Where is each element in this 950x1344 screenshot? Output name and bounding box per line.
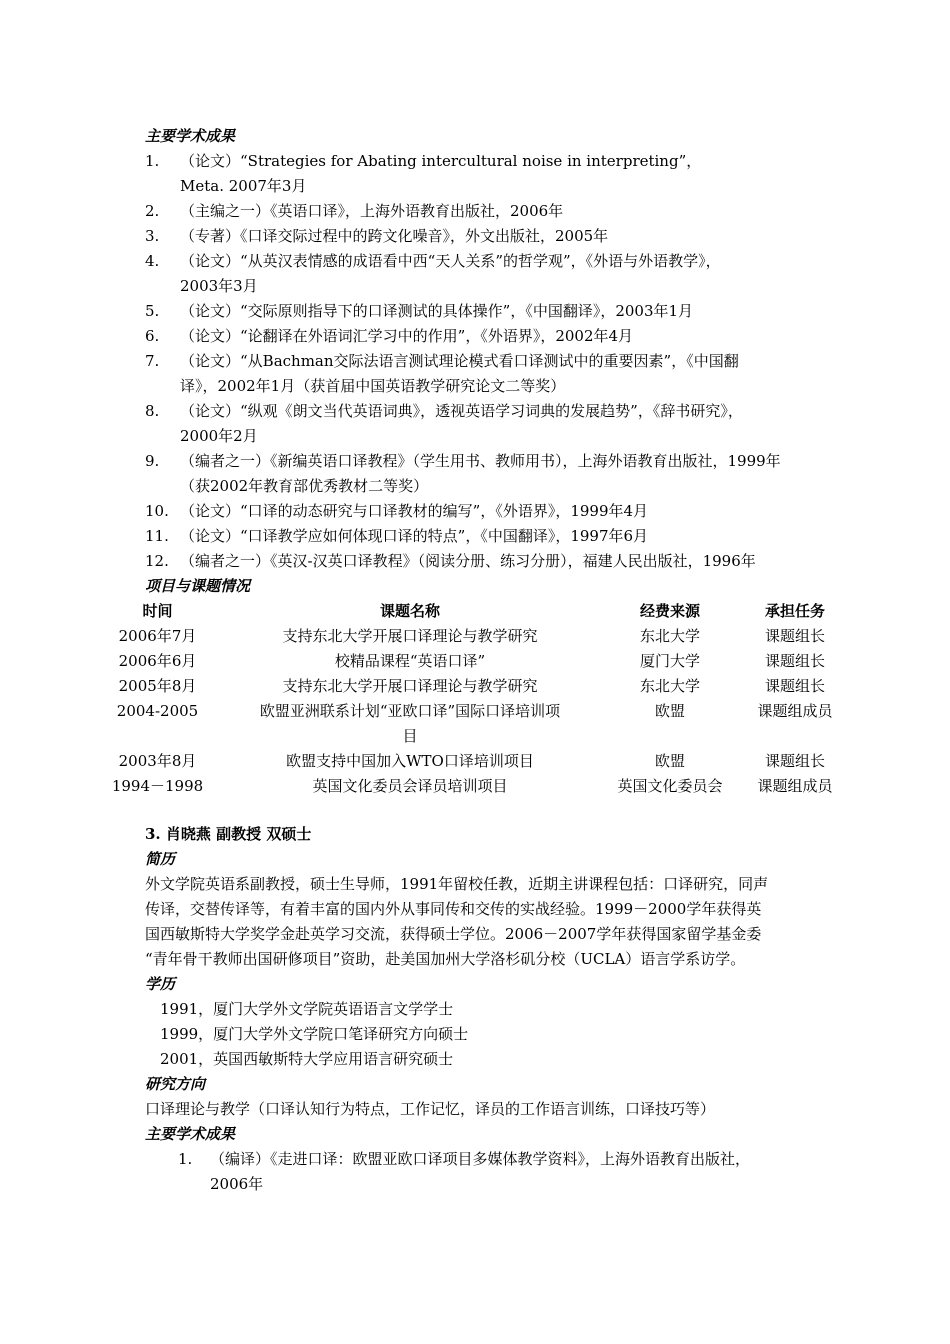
list-item-number: 7. [145,352,160,370]
list-item-number: 11. [145,527,169,545]
list-item-text: （论文）“口译教学应如何体现口译的特点”，《中国翻译》，1997年6月 [180,527,649,545]
table-cell-role: 课题组长 [764,752,825,770]
table-cell-role: 课题组长 [764,627,825,645]
education-heading: 学历 [145,975,176,993]
table-cell-time: 2006年6月 [118,652,197,670]
table-cell-name: 目 [402,727,418,745]
achievements-heading-2: 主要学术成果 [145,1125,236,1143]
list-item-number: 5. [145,302,160,320]
list-item-text: （获2002年教育部优秀教材二等奖） [180,477,429,495]
table-cell-time: 2005年8月 [118,677,197,695]
table-cell-time: 2006年7月 [118,627,197,645]
list-item-text: （专著）《口译交际过程中的跨文化噪音》，外文出版社，2005年 [180,227,609,245]
table-header-name: 课题名称 [379,602,440,620]
table-cell-time: 2003年8月 [118,752,197,770]
table-header-time: 时间 [142,602,173,620]
list-item-number: 1. [145,152,160,170]
research-text: 口译理论与教学（口译认知行为特点，工作记忆，译员的工作语言训练，口译技巧等） [145,1100,716,1118]
list-item-text: （主编之一）《英语口译》，上海外语教育出版社，2006年 [180,202,564,220]
table-cell-role: 课题组成员 [757,777,833,795]
table-cell-source: 欧盟 [654,702,685,720]
list-item-number: 8. [145,402,160,420]
list-item-text: Meta. 2007年3月 [180,177,307,195]
table-cell-time: 1994－1998 [111,777,204,795]
resume-line: 外文学院英语系副教授，硕士生导师，1991年留校任教，近期主讲课程包括：口译研究，同声 [145,875,769,893]
table-header-source: 经费来源 [639,602,700,620]
list-item-text: 2000年2月 [180,427,258,445]
table-cell-source: 欧盟 [654,752,685,770]
list-item-text: （编译）《走进口译：欧盟亚欧口译项目多媒体教学资料》，上海外语教育出版社， [210,1150,751,1168]
list-item-text: 2006年 [210,1175,264,1193]
list-item-number: 2. [145,202,160,220]
list-item-text: （论文）“纵观《朗文当代英语词典》，透视英语学习词典的发展趋势”，《辞书研究》， [180,402,743,420]
table-cell-role: 课题组长 [764,677,825,695]
table-cell-role: 课题组成员 [757,702,833,720]
table-cell-name: 支持东北大学开展口译理论与教学研究 [282,627,538,645]
list-item-number: 12. [145,552,169,570]
list-item-text: （论文）“Strategies for Abating intercultural noise in interpreting”， [180,152,702,170]
table-cell-name: 欧盟亚洲联系计划“亚欧口译”国际口译培训项 [259,702,561,720]
list-item-number: 4. [145,252,160,270]
education-item: 2001，英国西敏斯特大学应用语言研究硕士 [160,1050,454,1068]
table-cell-source: 英国文化委员会 [617,777,723,795]
list-item-number: 3. [145,227,160,245]
list-item-text: （论文）“从英汉表情感的成语看中西“天人关系”的哲学观”，《外语与外语教学》， [180,252,721,270]
resume-line: 国西敏斯特大学奖学金赴英学习交流，获得硕士学位。2006－2007学年获得国家留学基金委 [145,925,762,943]
research-heading: 研究方向 [145,1075,206,1093]
table-cell-name: 欧盟支持中国加入WTO口译培训项目 [286,752,534,770]
list-item-text: （论文）“交际原则指导下的口译测试的具体操作”，《中国翻译》，2003年1月 [180,302,694,320]
projects-heading: 项目与课题情况 [145,577,251,595]
resume-line: 传译，交替传译等，有着丰富的国内外从事同传和交传的实战经验。1999－2000学年获得英 [145,900,762,918]
table-cell-source: 东北大学 [639,677,700,695]
resume-line: “青年骨干教师出国研修项目”资助，赴美国加州大学洛杉矶分校（UCLA）语言学系访学。 [145,950,746,968]
achievements-heading: 主要学术成果 [145,127,236,145]
education-item: 1999，厦门大学外文学院口笔译研究方向硕士 [160,1025,469,1043]
list-item-text: （论文）“从Bachman交际法语言测试理论模式看口译测试中的重要因素”，《中国翻 [180,352,739,370]
list-item-text: 2003年3月 [180,277,258,295]
table-cell-source: 厦门大学 [639,652,700,670]
table-cell-name: 英国文化委员会译员培训项目 [312,777,508,795]
list-item-text: 译》，2002年1月（获首届中国英语教学研究论文二等奖） [180,377,566,395]
list-item-number: 10. [145,502,169,520]
table-cell-source: 东北大学 [639,627,700,645]
list-item-number: 6. [145,327,160,345]
education-item: 1991，厦门大学外文学院英语语言文学学士 [160,1000,454,1018]
table-cell-time: 2004-2005 [116,702,199,720]
list-item-number: 1. [178,1150,193,1168]
list-item-number: 9. [145,452,160,470]
resume-heading: 简历 [145,850,176,868]
list-item-text: （论文）“论翻译在外语词汇学习中的作用”，《外语界》，2002年4月 [180,327,634,345]
list-item-text: （论文）“口译的动态研究与口译教材的编写”，《外语界》，1999年4月 [180,502,649,520]
list-item-text: （编者之一）《新编英语口译教程》（学生用书、教师用书），上海外语教育出版社，1999年 [180,452,781,470]
table-cell-role: 课题组长 [764,652,825,670]
table-header-role: 承担任务 [764,602,825,620]
table-cell-name: 校精品课程“英语口译” [334,652,486,670]
person-title: 3. 肖晓燕 副教授 双硕士 [145,825,312,843]
list-item-text: （编者之一）《英汉-汉英口译教程》（阅读分册、练习分册），福建人民出版社，1996年 [180,552,756,570]
table-cell-name: 支持东北大学开展口译理论与教学研究 [282,677,538,695]
